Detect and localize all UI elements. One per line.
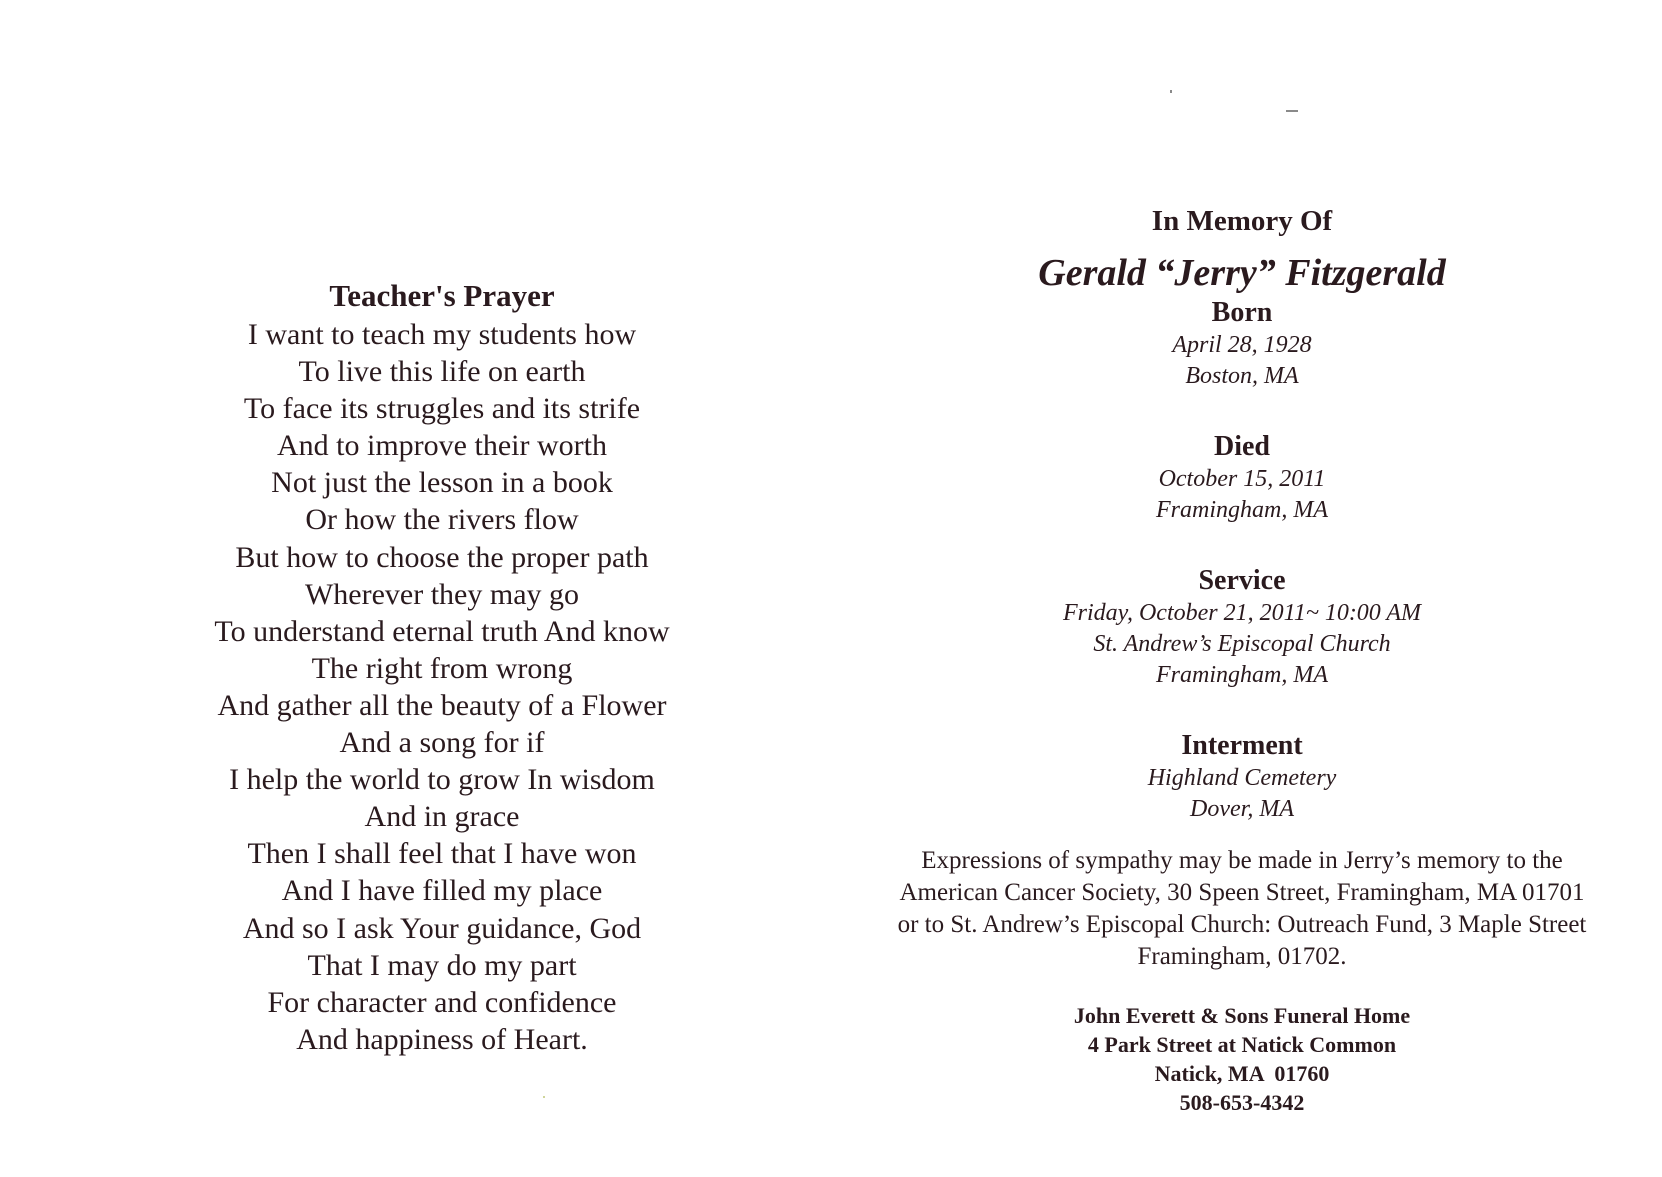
born-section: [842, 296, 1642, 392]
prayer-line: To understand eternal truth And know: [214, 614, 670, 648]
prayer-line: And in grace: [364, 800, 520, 834]
died-heading: Died: [1214, 431, 1270, 462]
born-date: April 28, 1928: [1172, 332, 1312, 358]
funeral-home-name: John Everett & Sons Funeral Home: [1073, 1003, 1411, 1028]
prayer-line: For character and confidence: [267, 985, 617, 1019]
prayer-line: I help the world to grow In wisdom: [229, 763, 655, 797]
interment-cemetery: Highland Cemetery: [1147, 765, 1337, 791]
funeral-home-phone: 508-653-4342: [1179, 1090, 1305, 1115]
prayer-line: I want to teach my students how: [247, 318, 637, 351]
service-place: Framingham, MA: [1156, 662, 1328, 688]
prayer-title: Teacher's Prayer: [329, 278, 555, 313]
service-section: [842, 564, 1642, 691]
born-place: Boston, MA: [1185, 363, 1299, 389]
interment-place: Dover, MA: [1190, 796, 1294, 822]
prayer-line: And to improve their worth: [277, 429, 607, 463]
sympathy-line: Expressions of sympathy may be made in Jerry’s memory to the: [921, 847, 1563, 874]
scan-speck: [1286, 110, 1298, 112]
service-church: St. Andrew’s Episcopal Church: [1093, 631, 1391, 657]
service-datetime: Friday, October 21, 2011~ 10:00 AM: [1062, 600, 1422, 626]
prayer-line: And so I ask Your guidance, God: [242, 911, 642, 945]
died-place: Framingham, MA: [1156, 497, 1328, 523]
sympathy-note: [842, 845, 1642, 973]
prayer-line: That I may do my part: [307, 948, 577, 982]
prayer-line: Then I shall feel that I have won: [247, 837, 637, 871]
prayer-line: And I have filled my place: [281, 874, 603, 908]
deceased-name: Gerald “Jerry” Fitzgerald: [1038, 252, 1446, 294]
service-heading: Service: [1198, 565, 1286, 596]
prayer-line: Not just the lesson in a book: [271, 466, 613, 500]
scan-speck: [543, 1096, 545, 1098]
died-section: [842, 430, 1642, 526]
prayer-line: And gather all the beauty of a Flower: [217, 688, 667, 722]
prayer-line: To live this life on earth: [298, 355, 586, 389]
sympathy-line: Framingham, 01702.: [1137, 943, 1347, 970]
born-heading: Born: [1211, 297, 1273, 328]
interment-section: [842, 729, 1642, 825]
prayer-line: The right from wrong: [311, 651, 573, 685]
prayer-line: Or how the rivers flow: [305, 503, 579, 537]
funeral-home-block: [842, 1001, 1642, 1117]
prayer-line: And a song for if: [339, 726, 545, 760]
memorial-panel: [842, 202, 1642, 1117]
died-date: October 15, 2011: [1158, 466, 1326, 492]
scan-speck: [1170, 90, 1172, 93]
sympathy-line: American Cancer Society, 30 Speen Street, Framingham, MA 01701: [899, 879, 1585, 906]
prayer-line: To face its struggles and its strife: [243, 392, 641, 426]
prayer-line: And happiness of Heart.: [296, 1022, 588, 1056]
sympathy-line: or to St. Andrew’s Episcopal Church: Outreach Fund, 3 Maple Street: [897, 911, 1587, 938]
prayer-line: But how to choose the proper path: [235, 540, 649, 574]
teachers-prayer-panel: [142, 278, 742, 1058]
interment-heading: Interment: [1181, 730, 1303, 761]
funeral-home-address: 4 Park Street at Natick Common: [1087, 1032, 1397, 1057]
funeral-home-city: Natick, MA 01760: [1154, 1061, 1330, 1086]
in-memory-heading: In Memory Of: [1151, 205, 1333, 237]
prayer-line: Wherever they may go: [304, 577, 580, 611]
